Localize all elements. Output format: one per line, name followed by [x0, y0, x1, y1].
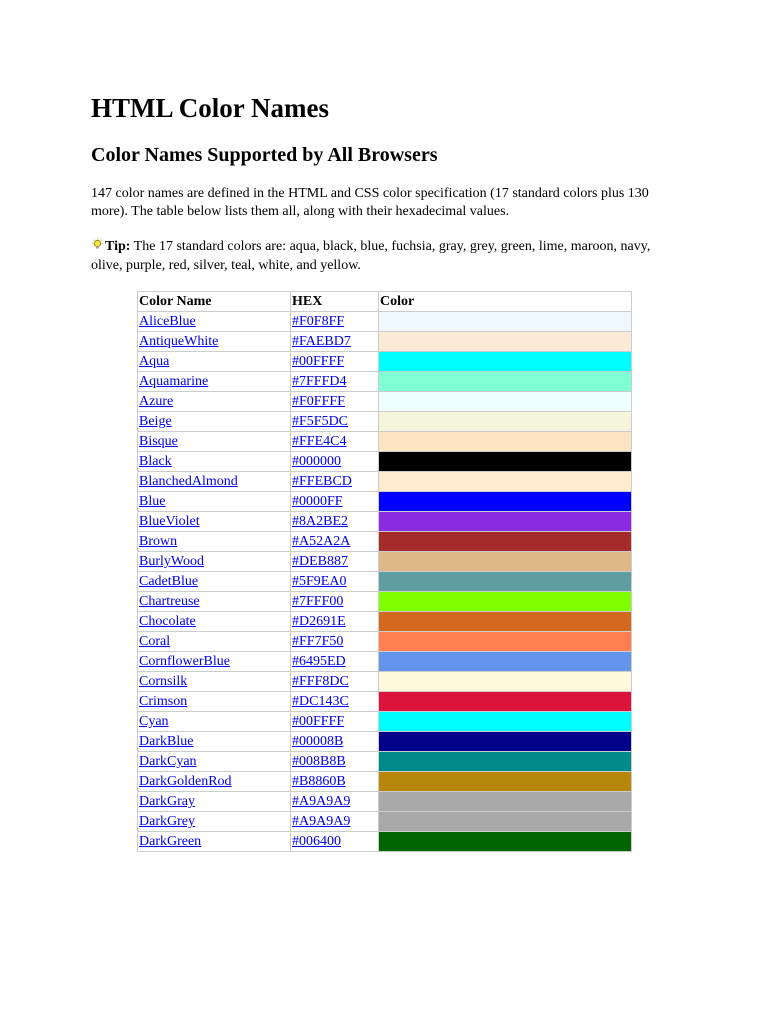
hex-cell: [291, 332, 379, 352]
color-name-cell: [138, 492, 291, 512]
hex-cell: [291, 592, 379, 612]
color-name-link[interactable]: DarkGreen: [139, 834, 202, 849]
color-swatch: [379, 772, 631, 791]
color-name-link[interactable]: DarkCyan: [139, 754, 197, 769]
table-row: [138, 312, 632, 332]
color-swatch-cell: [379, 432, 632, 452]
hex-link[interactable]: #FAEBD7: [292, 334, 351, 349]
color-swatch: [379, 652, 631, 671]
hex-link[interactable]: #6495ED: [292, 654, 346, 669]
color-name-cell: [138, 692, 291, 712]
color-name-cell: [138, 832, 291, 852]
lightbulb-icon: [91, 238, 104, 251]
color-swatch: [379, 472, 631, 491]
color-name-cell: [138, 512, 291, 532]
hex-cell: [291, 672, 379, 692]
color-name-cell: [138, 332, 291, 352]
color-swatch: [379, 752, 631, 771]
hex-link[interactable]: #F0FFFF: [292, 394, 345, 409]
color-name-link[interactable]: Coral: [139, 634, 171, 649]
hex-link[interactable]: #008B8B: [292, 754, 346, 769]
color-swatch: [379, 452, 631, 471]
color-name-link[interactable]: AliceBlue: [139, 314, 196, 329]
hex-link[interactable]: #7FFF00: [292, 594, 344, 609]
color-swatch-cell: [379, 632, 632, 652]
color-name-link[interactable]: Chocolate: [139, 614, 196, 629]
color-name-link[interactable]: Chartreuse: [139, 594, 200, 609]
header-hex: HEX: [291, 292, 379, 312]
hex-cell: [291, 352, 379, 372]
hex-cell: [291, 552, 379, 572]
hex-link[interactable]: #006400: [292, 834, 341, 849]
color-name-link[interactable]: Beige: [139, 414, 172, 429]
color-swatch-cell: [379, 332, 632, 352]
color-name-cell: [138, 612, 291, 632]
color-name-link[interactable]: AntiqueWhite: [139, 334, 219, 349]
color-name-link[interactable]: BurlyWood: [139, 554, 204, 569]
color-swatch: [379, 332, 631, 351]
hex-link[interactable]: #7FFFD4: [292, 374, 347, 389]
color-name-link[interactable]: CornflowerBlue: [139, 654, 230, 669]
table-row: [138, 492, 632, 512]
hex-link[interactable]: #FF7F50: [292, 634, 344, 649]
color-swatch: [379, 832, 631, 851]
table-row: [138, 432, 632, 452]
hex-cell: [291, 772, 379, 792]
color-name-link[interactable]: Crimson: [139, 694, 188, 709]
color-swatch-cell: [379, 692, 632, 712]
table-body: [138, 312, 632, 852]
table-row: [138, 812, 632, 832]
color-name-link[interactable]: DarkGoldenRod: [139, 774, 232, 789]
table-row: [138, 512, 632, 532]
color-swatch: [379, 372, 631, 391]
color-swatch: [379, 432, 631, 451]
color-name-link[interactable]: Bisque: [139, 434, 178, 449]
color-name-cell: [138, 312, 291, 332]
hex-cell: [291, 572, 379, 592]
hex-link[interactable]: #FFEBCD: [292, 474, 352, 489]
color-swatch-cell: [379, 752, 632, 772]
hex-cell: [291, 752, 379, 772]
color-swatch-cell: [379, 312, 632, 332]
color-name-link[interactable]: DarkGray: [139, 794, 195, 809]
table-row: [138, 572, 632, 592]
color-name-cell: [138, 712, 291, 732]
hex-link[interactable]: #F5F5DC: [292, 414, 349, 429]
intro-paragraph: 147 color names are defined in the HTML and CSS color specification (17 standard colors plus 130 more). The table below lists them all, along with their hexadecimal values.: [91, 186, 649, 219]
color-name-cell: [138, 392, 291, 412]
color-swatch-cell: [379, 492, 632, 512]
color-name-link[interactable]: Cyan: [139, 714, 169, 729]
color-swatch-cell: [379, 652, 632, 672]
table-row: [138, 792, 632, 812]
color-name-cell: [138, 552, 291, 572]
hex-link[interactable]: #A9A9A9: [292, 814, 351, 829]
table-row: [138, 332, 632, 352]
color-swatch: [379, 672, 631, 691]
color-swatch-cell: [379, 732, 632, 752]
color-name-cell: [138, 452, 291, 472]
table-row: [138, 472, 632, 492]
table-row: [138, 592, 632, 612]
hex-cell: [291, 652, 379, 672]
color-name-cell: [138, 752, 291, 772]
color-swatch-cell: [379, 532, 632, 552]
color-name-link[interactable]: Aqua: [139, 354, 170, 369]
color-swatch-cell: [379, 512, 632, 532]
color-swatch: [379, 812, 631, 831]
color-swatch-cell: [379, 672, 632, 692]
table-row: [138, 752, 632, 772]
hex-cell: [291, 712, 379, 732]
page-subtitle: Color Names Supported by All Browsers: [91, 144, 438, 166]
color-name-link[interactable]: BlanchedAlmond: [139, 474, 238, 489]
table-row: [138, 372, 632, 392]
color-name-link[interactable]: BlueViolet: [139, 514, 200, 529]
table-row: [138, 452, 632, 472]
color-swatch-cell: [379, 572, 632, 592]
hex-cell: [291, 432, 379, 452]
table-row: [138, 412, 632, 432]
color-name-link[interactable]: Azure: [139, 394, 174, 409]
hex-link[interactable]: #D2691E: [292, 614, 346, 629]
table-row: [138, 832, 632, 852]
hex-link[interactable]: #B8860B: [292, 774, 346, 789]
color-name-cell: [138, 812, 291, 832]
tip-label: Tip:: [105, 239, 131, 254]
color-name-cell: [138, 432, 291, 452]
color-name-cell: [138, 772, 291, 792]
color-swatch-cell: [379, 392, 632, 412]
hex-link[interactable]: #5F9EA0: [292, 574, 347, 589]
color-swatch: [379, 792, 631, 811]
hex-cell: [291, 452, 379, 472]
color-swatch: [379, 552, 631, 571]
hex-cell: [291, 312, 379, 332]
color-swatch-cell: [379, 452, 632, 472]
hex-cell: [291, 732, 379, 752]
hex-cell: [291, 792, 379, 812]
color-name-link[interactable]: Black: [139, 454, 172, 469]
page-title: HTML Color Names: [91, 93, 329, 123]
hex-cell: [291, 392, 379, 412]
color-name-cell: [138, 792, 291, 812]
color-swatch: [379, 592, 631, 611]
color-swatch-cell: [379, 812, 632, 832]
color-swatch-cell: [379, 792, 632, 812]
color-swatch: [379, 712, 631, 731]
header-color: Color: [379, 292, 632, 312]
table-row: [138, 712, 632, 732]
color-swatch: [379, 392, 631, 411]
table-row: [138, 672, 632, 692]
color-name-cell: [138, 632, 291, 652]
table-row: [138, 552, 632, 572]
color-name-cell: [138, 472, 291, 492]
color-swatch: [379, 412, 631, 431]
hex-cell: [291, 492, 379, 512]
table-row: [138, 352, 632, 372]
color-name-link[interactable]: Brown: [139, 534, 178, 549]
hex-cell: [291, 512, 379, 532]
color-swatch: [379, 692, 631, 711]
header-color-name: Color Name: [138, 292, 291, 312]
color-swatch: [379, 512, 631, 531]
hex-link[interactable]: #00008B: [292, 734, 344, 749]
hex-cell: [291, 832, 379, 852]
color-name-link[interactable]: DarkBlue: [139, 734, 194, 749]
color-swatch: [379, 632, 631, 651]
color-swatch-cell: [379, 412, 632, 432]
table-row: [138, 392, 632, 412]
hex-link[interactable]: #0000FF: [292, 494, 343, 509]
color-swatch-cell: [379, 592, 632, 612]
color-swatch-cell: [379, 472, 632, 492]
hex-link[interactable]: #000000: [292, 454, 341, 469]
color-swatch: [379, 572, 631, 591]
hex-link[interactable]: #F0F8FF: [292, 314, 345, 329]
color-name-link[interactable]: CadetBlue: [139, 574, 199, 589]
hex-link[interactable]: #00FFFF: [292, 354, 345, 369]
color-name-cell: [138, 672, 291, 692]
color-name-cell: [138, 412, 291, 432]
hex-link[interactable]: #FFF8DC: [292, 674, 349, 689]
color-swatch-cell: [379, 352, 632, 372]
color-name-cell: [138, 352, 291, 372]
color-swatch-cell: [379, 612, 632, 632]
tip-text: The 17 standard colors are: aqua, black, blue, fuchsia, gray, grey, green, lime, maroon, navy, olive, purple, red, silver, teal, white, and yellow.: [91, 239, 651, 273]
color-swatch: [379, 492, 631, 511]
color-swatch-cell: [379, 712, 632, 732]
table-row: [138, 612, 632, 632]
table-row: [138, 532, 632, 552]
color-table: [137, 291, 632, 852]
tip-paragraph: [91, 237, 681, 275]
hex-cell: [291, 632, 379, 652]
color-name-cell: [138, 572, 291, 592]
color-name-cell: [138, 592, 291, 612]
color-swatch-cell: [379, 772, 632, 792]
hex-link[interactable]: #00FFFF: [292, 714, 345, 729]
color-swatch: [379, 532, 631, 551]
hex-link[interactable]: #FFE4C4: [292, 434, 347, 449]
hex-cell: [291, 812, 379, 832]
hex-link[interactable]: #A9A9A9: [292, 794, 351, 809]
color-name-link[interactable]: DarkGrey: [139, 814, 195, 829]
hex-cell: [291, 692, 379, 712]
hex-link[interactable]: #DC143C: [292, 694, 349, 709]
hex-cell: [291, 472, 379, 492]
hex-link[interactable]: #8A2BE2: [292, 514, 348, 529]
table-row: [138, 772, 632, 792]
hex-cell: [291, 532, 379, 552]
color-name-link[interactable]: Aquamarine: [139, 374, 209, 389]
color-swatch: [379, 352, 631, 371]
color-name-link[interactable]: Blue: [139, 494, 166, 509]
table-row: [138, 732, 632, 752]
hex-link[interactable]: #DEB887: [292, 554, 348, 569]
color-name-cell: [138, 732, 291, 752]
color-swatch-cell: [379, 552, 632, 572]
color-swatch: [379, 312, 631, 331]
hex-link[interactable]: #A52A2A: [292, 534, 351, 549]
table-row: [138, 692, 632, 712]
color-name-cell: [138, 652, 291, 672]
hex-cell: [291, 372, 379, 392]
color-swatch: [379, 732, 631, 751]
table-row: [138, 652, 632, 672]
color-swatch: [379, 612, 631, 631]
table-header-row: [138, 292, 632, 312]
hex-cell: [291, 412, 379, 432]
hex-cell: [291, 612, 379, 632]
color-name-cell: [138, 372, 291, 392]
table-row: [138, 632, 632, 652]
color-name-cell: [138, 532, 291, 552]
color-swatch-cell: [379, 372, 632, 392]
color-name-link[interactable]: Cornsilk: [139, 674, 188, 689]
color-swatch-cell: [379, 832, 632, 852]
